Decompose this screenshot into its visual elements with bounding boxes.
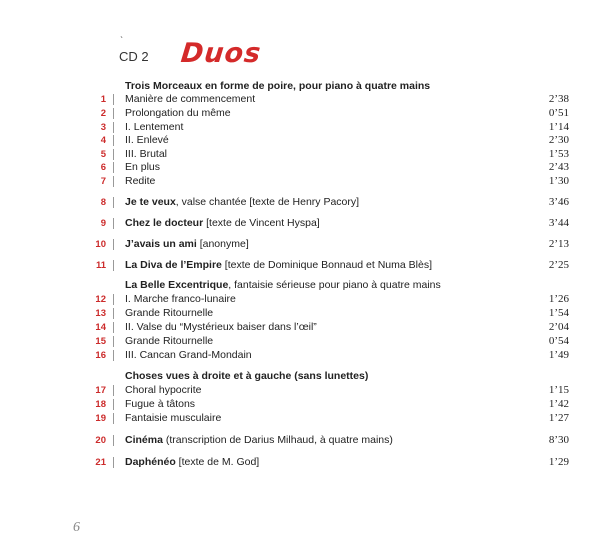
- track-title-bold: Daphénéo: [125, 456, 176, 468]
- track-title: Choral hypocrite: [125, 384, 202, 396]
- track-duration: 1’29: [548, 456, 569, 468]
- track-title: [125, 195, 359, 210]
- track-duration: 1’14: [548, 121, 569, 133]
- track-duration: 0’54: [548, 335, 569, 347]
- tick-mark: ˋ: [120, 36, 124, 47]
- track-title: Prolongation du même: [125, 107, 231, 119]
- page-title: Duos: [179, 38, 263, 69]
- track-row: [0, 348, 600, 363]
- track-title: Manière de commencement: [125, 93, 256, 105]
- cd-label: CD 2: [119, 49, 149, 64]
- divider: [113, 239, 114, 250]
- group-title-rest: , fantaisie sérieuse pour piano à quatre mains: [228, 279, 441, 291]
- track-title: Fugue à tâtons: [125, 398, 196, 410]
- track-duration: 1’27: [548, 412, 569, 424]
- track-number: 6: [100, 162, 106, 173]
- track-title: [125, 258, 432, 273]
- track-duration: 1’49: [548, 349, 569, 361]
- track-row: [0, 383, 600, 398]
- divider: [113, 135, 114, 146]
- divider: [113, 162, 114, 173]
- track-number: 4: [100, 135, 106, 146]
- track-number: 19: [95, 413, 106, 424]
- track-duration: 2’13: [548, 238, 569, 250]
- track-row: [0, 397, 600, 412]
- track-duration: 3’44: [548, 217, 569, 229]
- track-title-bold: Cinéma: [125, 434, 163, 446]
- divider: [113, 149, 114, 160]
- track-row: [0, 106, 600, 121]
- track-row: [0, 160, 600, 175]
- track-title: I. Marche franco-lunaire: [125, 293, 236, 305]
- track-title-rest: (transcription de Darius Milhaud, à quatre mains): [162, 434, 393, 446]
- track-title: [125, 216, 320, 231]
- track-duration: 8’30: [548, 434, 569, 446]
- track-duration: 3’46: [548, 196, 569, 208]
- divider: [113, 218, 114, 229]
- track-number: 2: [100, 108, 106, 119]
- track-row: [0, 306, 600, 321]
- track-title-bold: Je te veux: [125, 196, 176, 208]
- divider: [113, 308, 114, 319]
- divider: [113, 457, 114, 468]
- divider: [113, 176, 114, 187]
- track-number: 14: [95, 322, 106, 333]
- track-title-rest: [anonyme]: [196, 238, 249, 250]
- track-title-rest: [texte de M. God]: [175, 456, 260, 468]
- track-number: 1: [100, 94, 106, 105]
- track-row: [0, 92, 600, 107]
- track-number: 9: [100, 218, 106, 229]
- track-number: 20: [95, 435, 106, 446]
- divider: [113, 350, 114, 361]
- divider: [113, 122, 114, 133]
- track-number: 21: [95, 457, 106, 468]
- track-row: [0, 133, 600, 148]
- track-duration: 2’30: [548, 134, 569, 146]
- track-title: [125, 433, 393, 448]
- track-duration: 1’15: [548, 384, 569, 396]
- divider: [113, 435, 114, 446]
- track-title: [125, 237, 249, 252]
- divider: [113, 385, 114, 396]
- track-duration: 1’54: [548, 307, 569, 319]
- track-title: En plus: [125, 161, 161, 173]
- track-row: [0, 195, 600, 210]
- divider: [113, 399, 114, 410]
- track-number: 13: [95, 308, 106, 319]
- track-number: 8: [100, 197, 106, 208]
- track-title-rest: [texte de Dominique Bonnaud et Numa Blès]: [221, 259, 432, 271]
- track-title-bold: La Diva de l’Empire: [125, 259, 222, 271]
- track-title-rest: , valse chantée [texte de Henry Pacory]: [175, 196, 360, 208]
- track-title: [125, 455, 259, 470]
- track-number: 17: [95, 385, 106, 396]
- divider: [113, 413, 114, 424]
- track-duration: 2’25: [548, 259, 569, 271]
- track-number: 11: [95, 260, 106, 271]
- track-row: [0, 174, 600, 189]
- group-heading-belle-excentrique: [125, 278, 441, 293]
- divider: [113, 322, 114, 333]
- track-number: 16: [95, 350, 106, 361]
- track-title: Grande Ritournelle: [125, 335, 214, 347]
- track-number: 10: [95, 239, 106, 250]
- track-title-bold: J’avais un ami: [125, 238, 197, 250]
- track-title: II. Enlevé: [125, 134, 169, 146]
- divider: [113, 197, 114, 208]
- divider: [113, 294, 114, 305]
- track-title: III. Cancan Grand-Mondain: [125, 349, 252, 361]
- track-row: [0, 455, 600, 470]
- track-row: [0, 320, 600, 335]
- track-row: [0, 433, 600, 448]
- divider: [113, 108, 114, 119]
- track-duration: 1’42: [548, 398, 569, 410]
- track-title: Fantaisie musculaire: [125, 412, 222, 424]
- track-row: [0, 411, 600, 426]
- group-title-bold: La Belle Excentrique: [125, 279, 229, 291]
- group-heading-choses-vues: Choses vues à droite et à gauche (sans lunettes): [125, 370, 369, 382]
- track-duration: 1’26: [548, 293, 569, 305]
- divider: [113, 94, 114, 105]
- track-number: 3: [100, 122, 106, 133]
- track-duration: 2’04: [548, 321, 569, 333]
- track-title-bold: Chez le docteur: [125, 217, 204, 229]
- track-number: 15: [95, 336, 106, 347]
- track-duration: 1’30: [548, 175, 569, 187]
- track-row: [0, 237, 600, 252]
- track-row: [0, 334, 600, 349]
- track-title: III. Brutal: [125, 148, 168, 160]
- track-title-rest: [texte de Vincent Hyspa]: [203, 217, 320, 229]
- track-row: [0, 258, 600, 273]
- track-number: 18: [95, 399, 106, 410]
- track-title: II. Valse du “Mystérieux baiser dans l’œil”: [125, 321, 317, 333]
- track-row: [0, 292, 600, 307]
- track-title: Redite: [125, 175, 156, 187]
- page-number: 6: [73, 520, 80, 535]
- track-duration: 1’53: [548, 148, 569, 160]
- track-duration: 2’43: [548, 161, 569, 173]
- track-title: Grande Ritournelle: [125, 307, 214, 319]
- track-title: I. Lentement: [125, 121, 184, 133]
- track-duration: 2’38: [548, 93, 569, 105]
- track-number: 7: [100, 176, 106, 187]
- group-heading-trois-morceaux: Trois Morceaux en forme de poire, pour piano à quatre mains: [125, 80, 431, 92]
- divider: [113, 336, 114, 347]
- track-duration: 0’51: [548, 107, 569, 119]
- track-number: 5: [100, 149, 106, 160]
- track-number: 12: [95, 294, 106, 305]
- track-row: [0, 216, 600, 231]
- divider: [113, 260, 114, 271]
